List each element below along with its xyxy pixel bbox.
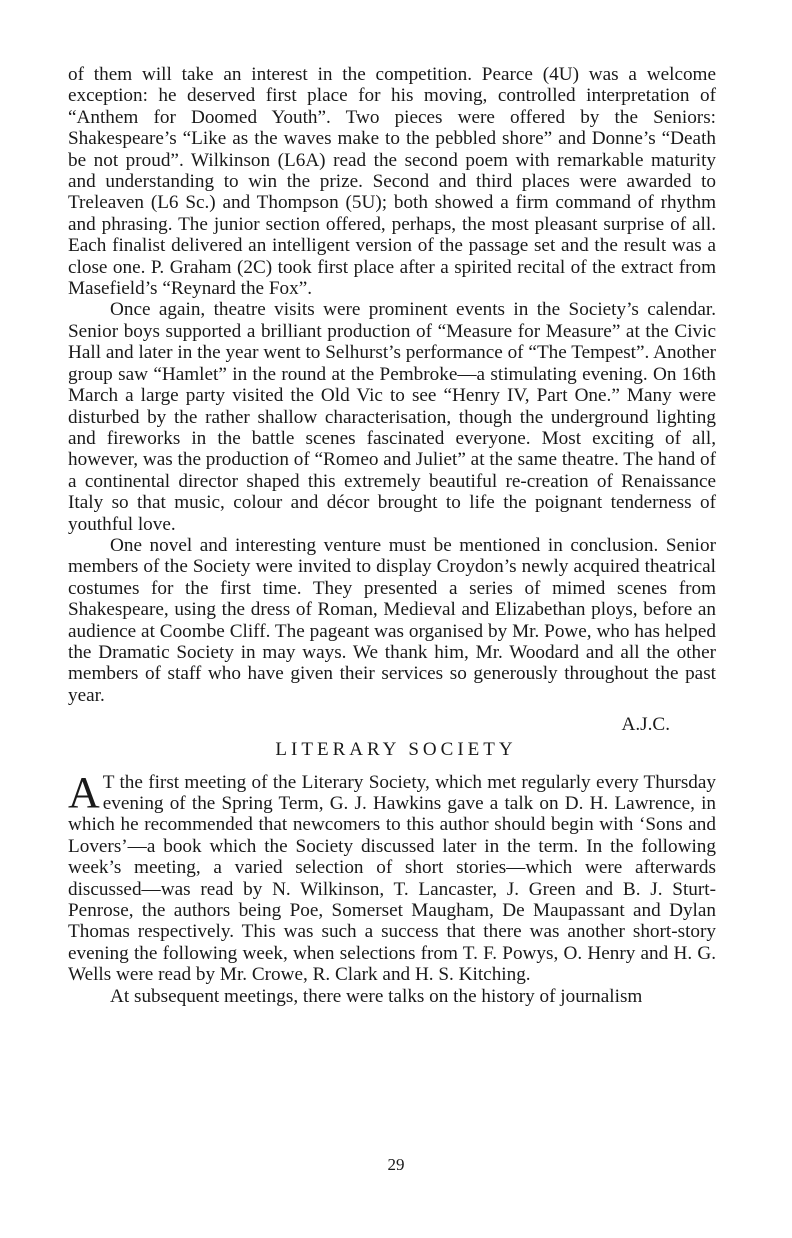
section-heading: LITERARY SOCIETY	[275, 738, 517, 760]
dramatic-paragraph-2: Once again, theatre visits were prominent events in the Society’s calendar. Senior boys supported a brilliant production of “Measure for Measure” at the Civic Hall and later in the year went to Selhurst’s performance of “The Tempest”. Another group saw “Hamlet” in the round at the Pembroke—a stimulating evening. On 16th March a large party visited the Old Vic to see “Henry IV, Part One.” Many were disturbed by the rather shallow characterisation, though the underground lighting and fireworks in the battle scenes fascinated everyone. Most exciting of all, however, was the production of “Romeo and Juliet” at the same theatre. The hand of a continental director shaped this extremely beautiful re-creation of Renaissance Italy so that music, colour and décor brought to life the poignant tenderness of youthful love.	[68, 299, 716, 535]
page-body	[68, 64, 716, 1007]
page-number: 29	[387, 1155, 405, 1174]
literary-paragraph-1-text: T the first meeting of the Literary Society, which met regularly every Thursday evening of the Spring Term, G. J. Hawkins gave a talk on D. H. Lawrence, in which he recommended that newcomers to this author should begin with ‘Sons and Lovers’—a book which the Society discussed later in the term. In the following week’s meeting, a varied selection of short stories—which were afterwards discussed—was read by N. Wilkinson, T. Lancaster, J. Green and B. J. Sturt-Penrose, the authors being Poe, Somerset Maugham, De Maupassant and Dylan Thomas respectively. This was such a success that there was another short-story evening the following week, when selections from T. F. Powys, O. Henry and H. G. Wells were read by Mr. Crowe, R. Clark and H. S. Kitching.	[68, 771, 716, 986]
dramatic-paragraph-3: One novel and interesting venture must be mentioned in conclusion. Senior members of the Society were invited to display Croydon’s newly acquired theatrical costumes for the first time. They presented a series of mimed scenes from Shakespeare, using the dress of Roman, Medieval and Elizabethan ploys, before an audience at Coombe Cliff. The pageant was organised by Mr. Powe, who has helped the Dramatic Society in may ways. We thank him, Mr. Woodard and all the other members of staff who have given their services so generously throughout the past year.	[68, 534, 716, 706]
literary-paragraph-2: At subsequent meetings, there were talks on the history of journalism	[110, 985, 643, 1007]
dramatic-paragraph-1: of them will take an interest in the competition. Pearce (4U) was a welcome exception: he deserved first place for his moving, controlled interpretation of “Anthem for Doomed Youth”. Two pieces were offered by the Seniors: Shakespeare’s “Like as the waves make to the pebbled shore” and Donne’s “Death be not proud”. Wilkinson (L6A) read the second poem with remarkable maturity and understanding to win the prize. Second and third places were awarded to Treleaven (L6 Sc.) and Thompson (5U); both showed a firm command of rhythm and phrasing. The junior section offered, perhaps, the most pleasant surprise of all. Each finalist delivered an intelligent version of the passage set and the result was a close one. P. Graham (2C) took first place after a spirited recital of the extract from Masefield’s “Reynard the Fox”.	[68, 64, 716, 300]
signature: A.J.C.	[621, 714, 670, 736]
drop-cap: A	[68, 767, 100, 817]
literary-paragraph-1	[68, 767, 716, 986]
